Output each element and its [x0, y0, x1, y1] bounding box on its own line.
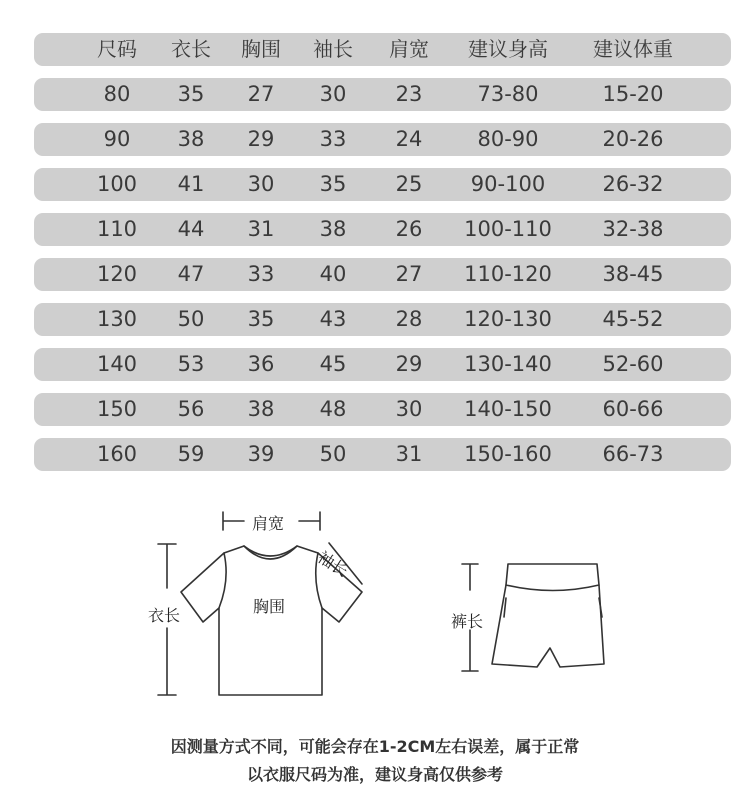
cell-length: 47: [177, 262, 205, 286]
cell-size: 100: [96, 172, 138, 196]
pants-length-label: 裤长: [451, 612, 484, 631]
cell-sleeve: 35: [319, 172, 347, 196]
header-chest: 胸围: [241, 37, 281, 61]
table-row: [34, 438, 731, 471]
note-line-2: 以衣服尺码为准，建议身高仅供参考: [246, 765, 503, 784]
cell-shoulder: 30: [395, 397, 423, 421]
cell-height: 100-110: [464, 217, 552, 241]
sleeve-label: 袖长: [314, 547, 352, 581]
cell-shoulder: 24: [395, 127, 423, 151]
cell-weight: 60-66: [602, 397, 664, 421]
table-row: [34, 78, 731, 111]
table-row: [34, 123, 731, 156]
cell-sleeve: 50: [319, 442, 347, 466]
cell-weight: 15-20: [602, 82, 664, 106]
cell-shoulder: 26: [395, 217, 423, 241]
cell-size: 130: [96, 307, 138, 331]
cell-shoulder: 23: [395, 82, 423, 106]
cell-length: 59: [177, 442, 205, 466]
cell-size: 110: [96, 217, 138, 241]
table-row: [34, 348, 731, 381]
cell-shoulder: 27: [395, 262, 423, 286]
size-table: [34, 33, 731, 483]
cell-height: 80-90: [477, 127, 539, 151]
table-row: [34, 168, 731, 201]
cell-sleeve: 43: [319, 307, 347, 331]
length-label: 衣长: [148, 606, 181, 625]
cell-height: 150-160: [464, 442, 552, 466]
header-size: 尺码: [97, 37, 137, 61]
cell-weight: 20-26: [602, 127, 664, 151]
cell-length: 44: [177, 217, 205, 241]
cell-size: 80: [103, 82, 131, 106]
cell-sleeve: 48: [319, 397, 347, 421]
cell-size: 120: [96, 262, 138, 286]
cell-sleeve: 33: [319, 127, 347, 151]
cell-chest: 30: [247, 172, 275, 196]
cell-length: 50: [177, 307, 205, 331]
cell-height: 120-130: [464, 307, 552, 331]
cell-weight: 52-60: [602, 352, 664, 376]
cell-size: 160: [96, 442, 138, 466]
cell-chest: 27: [247, 82, 275, 106]
header-height: 建议身高: [468, 37, 548, 61]
cell-shoulder: 31: [395, 442, 423, 466]
cell-length: 56: [177, 397, 205, 421]
cell-length: 41: [177, 172, 205, 196]
cell-height: 90-100: [470, 172, 546, 196]
cell-chest: 38: [247, 397, 275, 421]
cell-chest: 31: [247, 217, 275, 241]
cell-length: 35: [177, 82, 205, 106]
cell-weight: 66-73: [602, 442, 664, 466]
header-length: 衣长: [171, 37, 211, 61]
cell-sleeve: 30: [319, 82, 347, 106]
cell-height: 73-80: [477, 82, 539, 106]
cell-chest: 35: [247, 307, 275, 331]
header-shoulder: 肩宽: [389, 37, 429, 61]
cell-size: 140: [96, 352, 138, 376]
cell-sleeve: 38: [319, 217, 347, 241]
table-row: [34, 393, 731, 426]
cell-size: 150: [96, 397, 138, 421]
shoulder-label: 肩宽: [252, 514, 285, 533]
table-header-row: [34, 33, 731, 66]
table-row: [34, 258, 731, 291]
cell-size: 90: [103, 127, 131, 151]
cell-chest: 39: [247, 442, 275, 466]
cell-weight: 45-52: [602, 307, 664, 331]
cell-height: 130-140: [464, 352, 552, 376]
cell-weight: 26-32: [602, 172, 664, 196]
chest-label: 胸围: [253, 597, 286, 616]
cell-height: 140-150: [464, 397, 552, 421]
cell-length: 38: [177, 127, 205, 151]
cell-sleeve: 45: [319, 352, 347, 376]
cell-chest: 29: [247, 127, 275, 151]
header-sleeve: 袖长: [313, 37, 353, 61]
table-row: [34, 213, 731, 246]
table-row: [34, 303, 731, 336]
cell-weight: 38-45: [602, 262, 664, 286]
cell-shoulder: 28: [395, 307, 423, 331]
cell-chest: 36: [247, 352, 275, 376]
cell-shoulder: 25: [395, 172, 423, 196]
header-weight: 建议体重: [593, 37, 673, 61]
cell-sleeve: 40: [319, 262, 347, 286]
cell-chest: 33: [247, 262, 275, 286]
cell-length: 53: [177, 352, 205, 376]
note-line-1: 因测量方式不同，可能会存在1-2CM左右误差，属于正常: [170, 737, 580, 756]
cell-height: 110-120: [464, 262, 552, 286]
cell-weight: 32-38: [602, 217, 664, 241]
cell-shoulder: 29: [395, 352, 423, 376]
